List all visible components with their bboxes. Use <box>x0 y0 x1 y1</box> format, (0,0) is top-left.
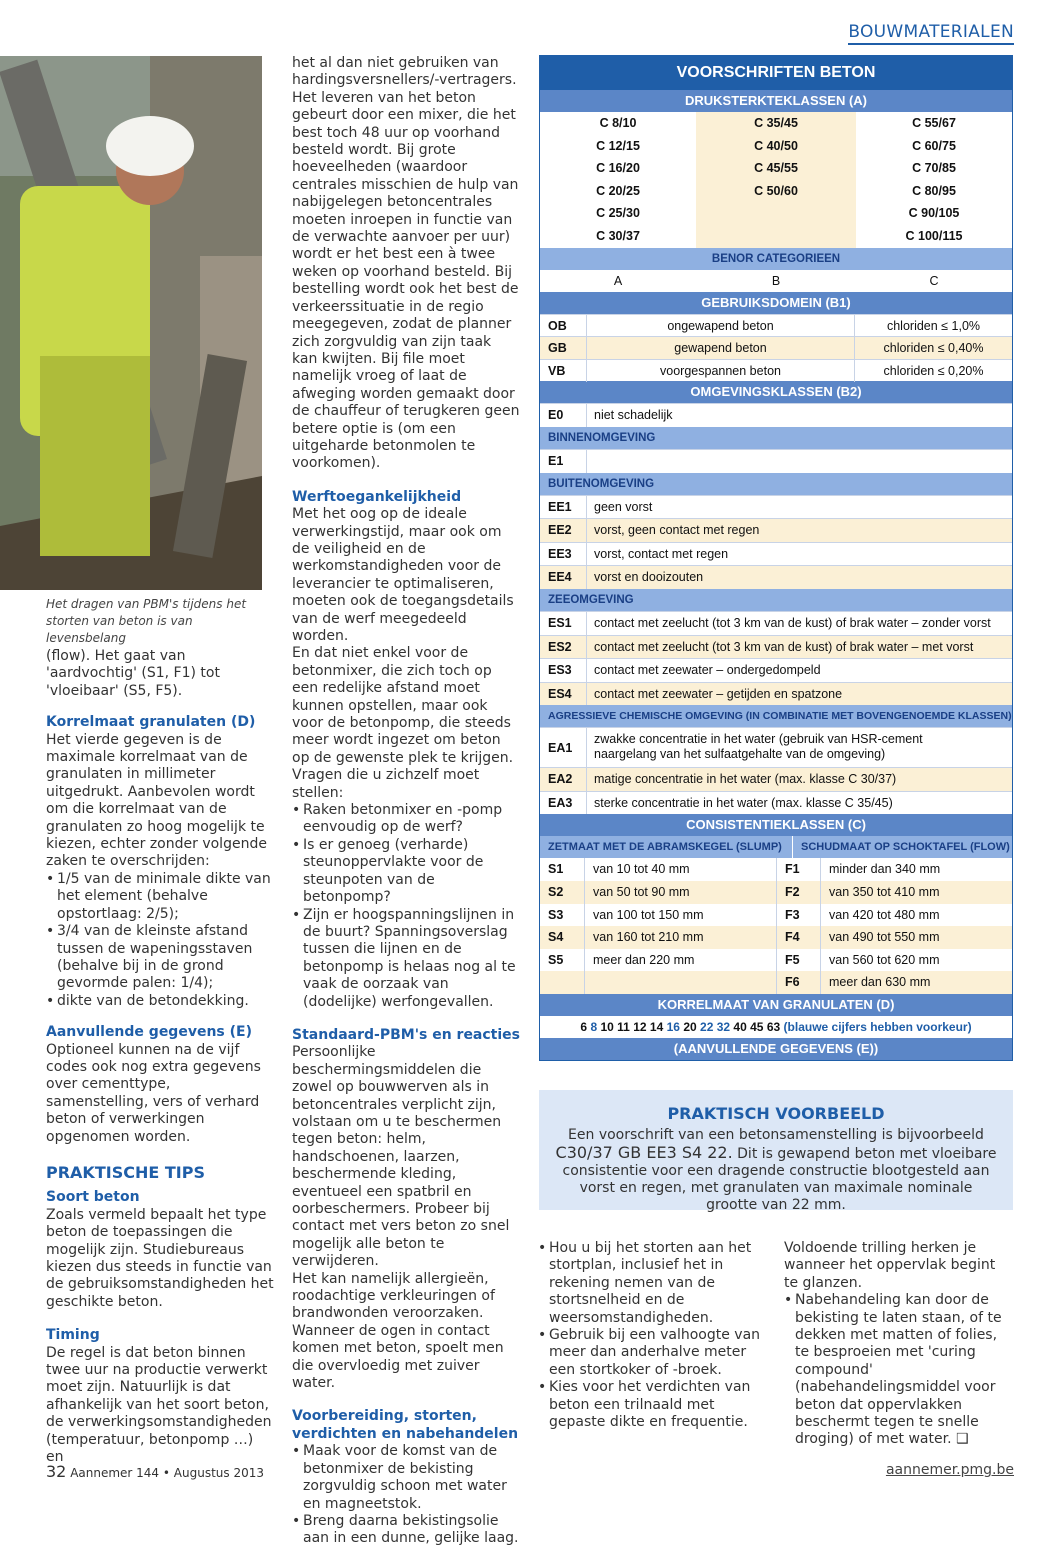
footer-issue <box>46 1462 264 1481</box>
druk-cell: C 100/115 <box>856 225 1012 248</box>
korrelmaat-value: 45 <box>750 1020 764 1035</box>
paragraph: het al dan niet gebruiken van hardingsversnellers/-vertragers. Het leveren van het beton gebeurt door een mixer, die het best toch 48 uur op voorhand besteld wordt. Bij grote hoeveelheden (waardoor centrales misschien de hulp van nabijgelegen betoncentrales moeten inroepen in functie van de verwachte aanvoer per uur) wordt er het best een à twee weken op voorhand besteld. Bij bestelling wordt ook het best de verkeerssituatie in de regio meegegeven, zodat de planner zich zorgvuldig van zijn taak kan kwijten. Bij file moet namelijk vroeg of laat de afweging worden gemaakt door de chauffeur of terugkeren geen betere optie is (om een uitgeharde betonmolen te voorkomen). <box>292 55 520 472</box>
consistentie-row <box>540 971 1012 994</box>
korrelmaat-note: (blauwe cijfers hebben voorkeur) <box>783 1020 972 1035</box>
b2-row <box>540 635 1012 659</box>
buiten-header: BUITENOMGEVING <box>540 473 1012 495</box>
bullet-item: • Raken betonmixer en -pomp eenvoudig op de werf? <box>292 802 520 837</box>
flow-code: F1 <box>776 858 820 881</box>
druk-cell: C 12/15 <box>540 135 696 158</box>
bullet-item: • 1/5 van de minimale dikte van het element (behalve opstortlaag: 2/5); <box>46 871 274 923</box>
slump-value: van 10 tot 40 mm <box>584 858 776 881</box>
paragraph: Optioneel kunnen na de vijf codes ook nog extra gegevens over cementtype, samenstelling, vers of verhard beton of verwerkingen opgenomen worden. <box>46 1041 261 1145</box>
slump-code: S1 <box>548 862 564 877</box>
consistentie-rows <box>540 858 1012 994</box>
korrelmaat-value: 32 <box>716 1020 731 1035</box>
consistentie-row <box>540 881 1012 904</box>
druk-cell: C 45/55 <box>696 157 856 180</box>
b1-desc: voorgespannen beton <box>586 360 854 383</box>
flow-code: F4 <box>776 926 820 949</box>
issue-label: Aannemer 144 • Augustus 2013 <box>70 1466 264 1480</box>
paragraph: En dat niet enkel voor de betonmixer, die zich toch op een redelijke afstand moet kunnen opstellen, maar ook voor de betonpomp, die steeds meer wordt ingezet om beton op de gewenste plek te krijgen. <box>292 645 514 766</box>
consistentie-row <box>540 926 1012 949</box>
b2-code: EA3 <box>548 795 573 810</box>
column-3 <box>538 1240 763 1431</box>
b2-desc: vorst, contact met regen <box>586 543 1012 566</box>
b2-row <box>540 791 1012 815</box>
b2-desc: vorst en dooizouten <box>586 566 1012 589</box>
b2-desc: vorst, geen contact met regen <box>586 519 1012 542</box>
consistentie-header: CONSISTENTIEKLASSEN (C) <box>540 814 1012 836</box>
heading-korrelmaat: Korrelmaat granulaten (D) <box>46 714 256 731</box>
paragraph: Het kan namelijk allergieën, roodachtige verkleuringen of brandwonden veroorzaken. Wanneer de ogen in contact komen met beton, spoelt men die overvloedig met zuiver water. <box>292 1270 504 1392</box>
b2-header: OMGEVINGSKLASSEN (B2) <box>540 381 1012 403</box>
paragraph: Zoals vermeld bepaalt het type beton de toepassingen die mogelijk zijn. Studiebureaus kiezen dus steeds in functie van de gebruiksomstandigheden het geschikte beton. <box>46 1206 274 1310</box>
druk-cell: C 90/105 <box>856 202 1012 225</box>
paragraph: Met het oog op de ideale verwerkingstijd, maar ook om de veiligheid en de werkomstandigheden voor de leverancier te optimaliseren, moeten ook de toegangsdetails van de werf meegedeeld worden. <box>292 506 514 644</box>
b1-desc: ongewapend beton <box>586 315 854 338</box>
flow-code: F5 <box>776 949 820 972</box>
druk-cell <box>696 225 856 248</box>
korrelmaat-value: 20 <box>683 1020 697 1035</box>
b2-row <box>540 495 1012 519</box>
paragraph: Voldoende trilling herken je wanneer het oppervlak begint te glanzen. <box>784 1240 996 1291</box>
heading-praktische-tips: PRAKTISCHE TIPS <box>46 1162 205 1182</box>
flow-header: SCHUDMAAT OP SCHOKTAFEL (FLOW) <box>792 836 1012 858</box>
slump-value: van 100 tot 150 mm <box>584 904 776 927</box>
b2-row <box>540 518 1012 542</box>
druk-grid <box>540 112 1012 248</box>
slump-value: meer dan 220 mm <box>584 949 776 972</box>
bullet-item: • Breng daarna bekistingsolie aan in een dunne, gelijke laag. <box>292 1513 520 1548</box>
consistentie-row <box>540 858 1012 881</box>
b1-code: VB <box>548 363 566 378</box>
example-code: C30/37 GB EE3 S4 22. <box>555 1143 733 1162</box>
b1-header: GEBRUIKSDOMEIN (B1) <box>540 292 1012 314</box>
heading-soort-beton: Soort beton <box>46 1189 140 1206</box>
b2-desc: sterke concentratie in het water (max. klasse C 35/45) <box>586 792 1012 815</box>
column-2 <box>292 55 520 1548</box>
flow-value: van 420 tot 480 mm <box>820 904 1012 927</box>
bullet-item: • Hou u bij het storten aan het stortplan, inclusief het in rekening nemen van de stortsnelheid en de weersomstandigheden. <box>538 1240 763 1327</box>
bullet-item: • 3/4 van de kleinste afstand tussen de wapeningsstaven (behalve bij in de grond gevormde palen: 1/4); <box>46 923 274 993</box>
b2-code: E1 <box>548 453 564 468</box>
benor-cell: A <box>613 273 623 288</box>
b2-desc <box>586 450 1012 473</box>
slump-value: van 50 tot 90 mm <box>584 881 776 904</box>
slump-code: S5 <box>548 952 564 967</box>
paragraph: Het vierde gegeven is de maximale korrelmaat van de granulaten in millimeter uitgedrukt. Aanbevolen wordt om die korrelmaat van de granulaten zo hoog mogelijk te kiezen, echter zonder volgende zaken te overschrijden: <box>46 731 267 870</box>
druk-cell <box>696 202 856 225</box>
b2-code: EE4 <box>548 570 572 585</box>
b2-code: EE2 <box>548 523 572 538</box>
korrelmaat-value: 63 <box>766 1020 781 1035</box>
benor-cell: C <box>929 273 939 288</box>
column-1 <box>46 648 274 1466</box>
footer-site-link[interactable]: aannemer.pmg.be <box>885 1462 1014 1478</box>
heading-aanvullende: Aanvullende gegevens (E) <box>46 1024 252 1041</box>
b2-row <box>540 658 1012 682</box>
slump-header: ZETMAAT MET DE ABRAMSKEGEL (SLUMP) <box>540 836 792 858</box>
flow-code: F3 <box>776 904 820 927</box>
b1-row <box>540 336 1012 359</box>
korrelmaat-value: 16 <box>666 1020 680 1035</box>
b2-row <box>540 565 1012 589</box>
example-title: PRAKTISCH VOORBEELD <box>667 1104 885 1123</box>
b2-row <box>540 449 1012 473</box>
example-box <box>539 1090 1013 1213</box>
druk-cell: C 25/30 <box>540 202 696 225</box>
korrelmaat-header: KORRELMAAT VAN GRANULATEN (D) <box>540 994 1012 1016</box>
paragraph: De regel is dat beton binnen twee uur na productie verwerkt moet zijn. Natuurlijk is dat afhankelijk van het soort beton, de verwerkingsomstandigheden (temperatuur, betonpomp …) en <box>46 1344 272 1466</box>
b1-limit: chloriden ≤ 1,0% <box>854 315 1012 338</box>
heading-timing: Timing <box>46 1327 100 1344</box>
b2-desc: niet schadelijk <box>586 404 1012 427</box>
druk-cell: C 70/85 <box>856 157 1012 180</box>
flow-code: F2 <box>776 881 820 904</box>
slump-value: van 160 tot 210 mm <box>584 926 776 949</box>
slump-code: S4 <box>548 930 564 945</box>
flow-value: van 350 tot 410 mm <box>820 881 1012 904</box>
b2-desc: contact met zeewater – getijden en spatzone <box>586 683 1012 706</box>
druk-cell: C 55/67 <box>856 112 1012 135</box>
photo-caption: Het dragen van PBM's tijdens het storten van beton is van levensbelang <box>46 597 247 645</box>
b2-code: EA2 <box>548 772 573 787</box>
slump-code <box>540 971 584 994</box>
consistentie-row <box>540 949 1012 972</box>
b2-code: E0 <box>548 408 564 423</box>
table-title: VOORSCHRIFTEN BETON <box>540 56 1012 90</box>
flow-value: minder dan 340 mm <box>820 858 1012 881</box>
bullet-item: • Kies voor het verdichten van beton een trilnaald met gepaste dikte en frequentie. <box>538 1379 763 1431</box>
consistentie-row <box>540 904 1012 927</box>
b2-desc: contact met zeewater – ondergedompeld <box>586 659 1012 682</box>
paragraph: Vragen die u zichzelf moet stellen: <box>292 767 480 801</box>
heading-voorbereiding: Voorbereiding, storten, verdichten en nabehandelen <box>292 1408 519 1442</box>
flow-value: van 490 tot 550 mm <box>820 926 1012 949</box>
heading-pbm: Standaard-PBM's en reacties <box>292 1026 520 1043</box>
bullet-item <box>784 1292 1010 1449</box>
b2-row <box>540 727 1012 767</box>
paragraph: (flow). Het gaat van 'aardvochtig' (S1, F1) tot 'vloeibaar' (S5, F5). <box>46 648 220 699</box>
flow-code: F6 <box>776 971 820 994</box>
b2-row <box>540 767 1012 791</box>
zee-header: ZEEOMGEVING <box>540 589 1012 611</box>
b2-code: EE3 <box>548 546 572 561</box>
voorschriften-table <box>539 55 1013 1061</box>
bullet-item: • dikte van de betondekking. <box>46 993 274 1010</box>
korrelmaat-value: 12 <box>633 1020 647 1035</box>
benor-cell: B <box>771 273 781 288</box>
korrelmaat-value: 14 <box>649 1020 664 1035</box>
druk-cell: C 80/95 <box>856 180 1012 203</box>
paragraph: Persoonlijke beschermingsmiddelen die zowel op bouwwerven als in betoncentrales verplicht zijn, volstaan om u te beschermen tegen beton: helm, handschoenen, laarzen, beschermende kleding, eventueel een spatbril en oorbeschermers. Probeer bij contact met vers beton zo snel mogelijk alle beton te verwijderen. <box>292 1044 510 1270</box>
druk-cell: C 30/37 <box>540 225 696 248</box>
b2-desc-line: zwakke concentratie in het water (gebruik van HSR-cement <box>594 732 923 747</box>
korrelmaat-values <box>540 1016 1012 1038</box>
b2-code: ES1 <box>548 615 572 630</box>
slump-code: S3 <box>548 907 564 922</box>
bullet-item: • Gebruik bij een valhoogte van meer dan anderhalve meter een stortkoker of -broek. <box>538 1327 763 1379</box>
druk-cell: C 60/75 <box>856 135 1012 158</box>
example-text: Een voorschrift van een betonsamenstelling is bijvoorbeeld <box>568 1127 984 1143</box>
flow-value: van 560 tot 620 mm <box>820 949 1012 972</box>
b2-code: EE1 <box>548 499 572 514</box>
agressief-header: AGRESSIEVE CHEMISCHE OMGEVING (IN COMBINATIE MET BOVENGENOEMDE KLASSEN) <box>540 705 1012 727</box>
b2-row <box>540 682 1012 706</box>
druk-header: DRUKSTERKTEKLASSEN (A) <box>540 90 1012 112</box>
korrelmaat-value: 6 <box>580 1020 588 1035</box>
korrelmaat-value: 22 <box>700 1020 714 1035</box>
druk-cell: C 50/60 <box>696 180 856 203</box>
benor-row <box>540 270 1012 292</box>
example-body <box>539 1123 1013 1214</box>
b1-row <box>540 359 1012 382</box>
bullet-text: Nabehandeling kan door de bekisting te laten staan, of te dekken met matten of folies, te besproeien met 'curing compound' (nabehandelingsmiddel voor beton dat oppervlakken beschermt tegen te snelle droging) of met water. <box>795 1292 1002 1448</box>
benor-header: BENOR CATEGORIEEN <box>540 248 1012 270</box>
worker-photo <box>0 56 262 590</box>
druk-cell: C 40/50 <box>696 135 856 158</box>
example-text: Dit is gewapend beton met vloeibare consistentie voor een dragende constructie blootgesteld aan vorst en regen, met granulaten van maximale nominale grootte van 22 mm. <box>562 1146 997 1213</box>
korrelmaat-value: 8 <box>590 1020 598 1035</box>
b1-row <box>540 314 1012 337</box>
b2-desc: matige concentratie in het water (max. klasse C 30/37) <box>586 768 1012 791</box>
b2-desc-line: naargelang van het sulfaatgehalte van de omgeving) <box>594 747 886 762</box>
b2-row <box>540 403 1012 427</box>
druk-cell: C 35/45 <box>696 112 856 135</box>
b2-code: EA1 <box>548 741 573 756</box>
korrelmaat-value: 11 <box>617 1020 630 1035</box>
b2-row <box>540 542 1012 566</box>
end-mark: ❑ <box>956 1431 969 1448</box>
bullet-item: • Is er genoeg (verharde) steunoppervlakte voor de steunpoten van de betonpomp? <box>292 837 520 907</box>
b1-limit: chloriden ≤ 0,40% <box>854 337 1012 360</box>
binnen-header: BINNENOMGEVING <box>540 427 1012 449</box>
column-4 <box>784 1240 1010 1449</box>
b2-row <box>540 611 1012 635</box>
b2-desc: contact met zeelucht (tot 3 km van de kust) of brak water – zonder vorst <box>586 612 1012 635</box>
b2-code: ES4 <box>548 686 572 701</box>
b1-desc: gewapend beton <box>586 337 854 360</box>
bullet-item: • Maak voor de komst van de betonmixer de bekisting zorgvuldig schoon met water en magneetstok. <box>292 1443 520 1513</box>
druk-cell: C 16/20 <box>540 157 696 180</box>
slump-value <box>584 971 776 994</box>
druk-cell: C 20/25 <box>540 180 696 203</box>
b2-desc: contact met zeelucht (tot 3 km van de kust) of brak water – met vorst <box>586 636 1012 659</box>
b2-code: ES3 <box>548 663 572 678</box>
flow-value: meer dan 630 mm <box>820 971 1012 994</box>
b1-limit: chloriden ≤ 0,20% <box>854 360 1012 383</box>
page-number: 32 <box>46 1462 67 1481</box>
heading-werftoegankelijkheid: Werftoegankelijkheid <box>292 488 462 505</box>
korrelmaat-value: 10 <box>600 1020 614 1035</box>
slump-code: S2 <box>548 885 564 900</box>
b2-desc <box>586 728 1012 768</box>
section-tag: BOUWMATERIALEN <box>848 22 1014 45</box>
aanvullende-header: (AANVULLENDE GEGEVENS (E)) <box>540 1038 1012 1060</box>
b2-desc: geen vorst <box>586 496 1012 519</box>
b2-code: ES2 <box>548 639 572 654</box>
korrelmaat-value: 40 <box>733 1020 747 1035</box>
b1-code: GB <box>548 341 567 356</box>
druk-cell: C 8/10 <box>540 112 696 135</box>
consistentie-subheaders <box>540 836 1012 858</box>
b1-code: OB <box>548 318 567 333</box>
bullet-item: • Zijn er hoogspanningslijnen in de buurt? Spanningsoverslag tussen die lijnen en de betonpomp is helaas nog al te vaak de oorzaak van (dodelijke) werfongevallen. <box>292 907 520 1011</box>
